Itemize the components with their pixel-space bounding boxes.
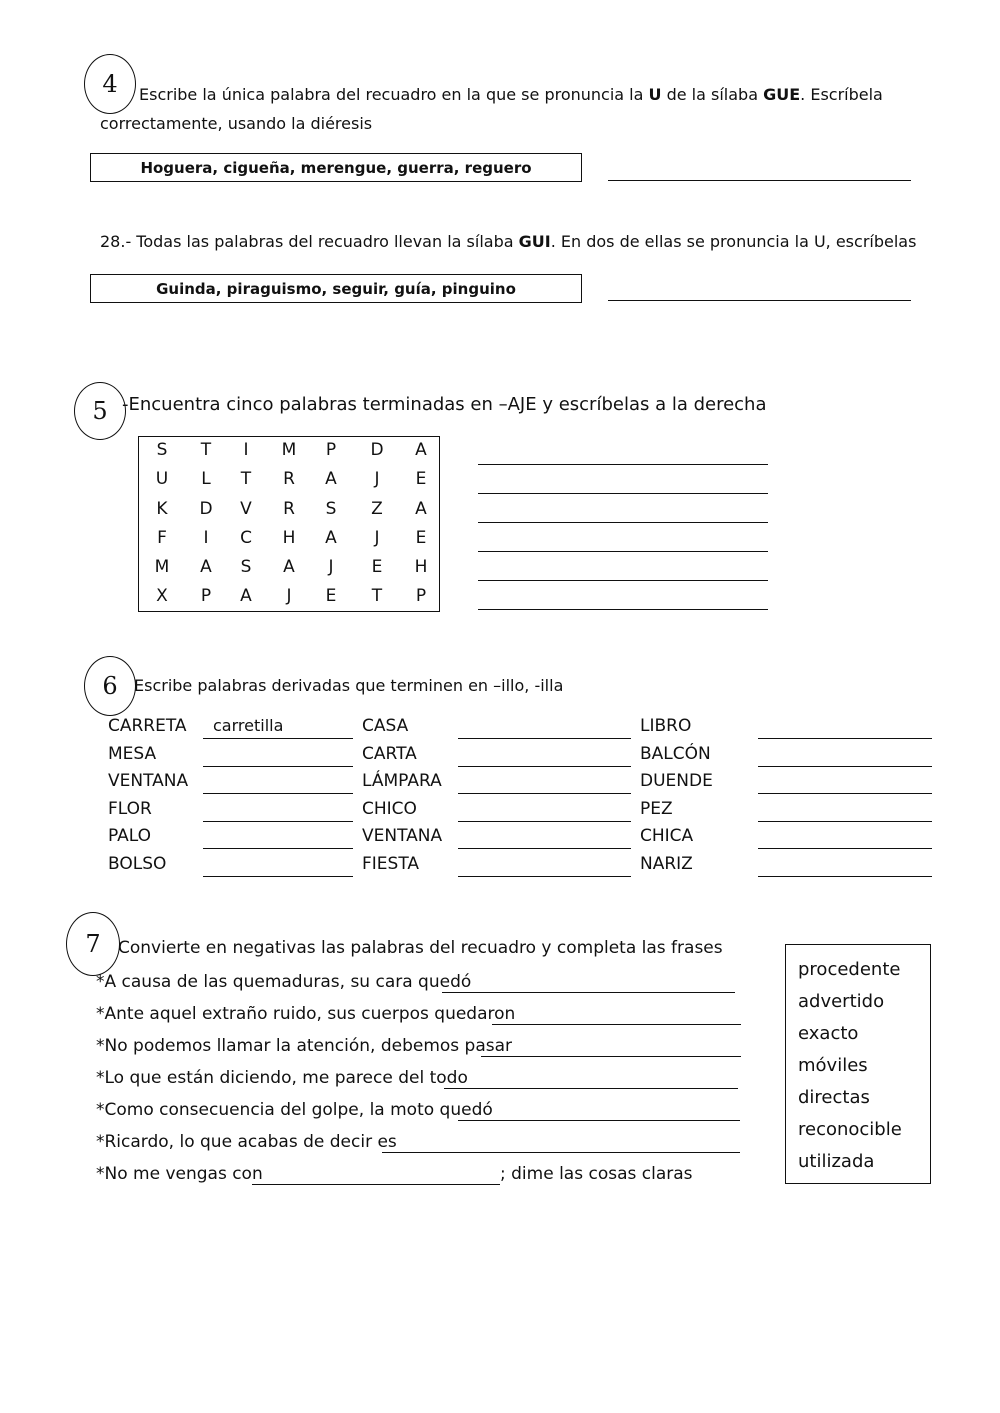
base-word: CHICO bbox=[362, 798, 417, 819]
box-word: directas bbox=[798, 1087, 870, 1108]
grid-letter: D bbox=[199, 499, 213, 519]
grid-letter: T bbox=[371, 586, 383, 606]
exercise-5-answer-line-2[interactable] bbox=[478, 493, 768, 494]
word-search-grid bbox=[138, 436, 440, 612]
base-word: BOLSO bbox=[108, 854, 167, 874]
sentence-answer-line[interactable] bbox=[458, 1120, 740, 1121]
sentence-answer-line[interactable] bbox=[252, 1184, 500, 1185]
grid-letter: P bbox=[415, 586, 427, 606]
grid-letter: H bbox=[282, 528, 296, 548]
grid-letter: S bbox=[240, 557, 252, 577]
grid-letter: U bbox=[155, 469, 169, 489]
derived-word-line[interactable] bbox=[758, 876, 932, 877]
base-word: FIESTA bbox=[362, 854, 420, 874]
exercise-4-word-box: Hoguera, cigueña, merengue, guerra, reguero bbox=[90, 153, 582, 182]
derived-word-line[interactable] bbox=[458, 821, 631, 822]
exercise-7-instruction: Convierte en negativas las palabras del recuadro y completa las frases bbox=[118, 938, 723, 958]
base-word: FLOR bbox=[108, 798, 152, 819]
grid-letter: A bbox=[325, 528, 337, 548]
grid-letter: A bbox=[283, 557, 295, 577]
exercise-4-instruction-line2: correctamente, usando la diéresis bbox=[100, 114, 373, 133]
grid-letter: P bbox=[325, 440, 337, 460]
grid-letter: L bbox=[201, 469, 211, 489]
grid-letter: F bbox=[157, 528, 167, 548]
sentence-answer-line[interactable] bbox=[382, 1152, 740, 1153]
grid-letter: Z bbox=[371, 499, 383, 519]
grid-letter: A bbox=[325, 469, 337, 489]
derived-word-line[interactable] bbox=[203, 793, 353, 794]
base-word: CARRETA bbox=[108, 716, 187, 736]
sentence-answer-line[interactable] bbox=[444, 1088, 738, 1089]
base-word: NARIZ bbox=[640, 854, 693, 874]
grid-letter: M bbox=[281, 440, 297, 460]
derived-word-line[interactable] bbox=[458, 848, 631, 849]
grid-letter: S bbox=[325, 499, 337, 519]
derived-word-line[interactable] bbox=[203, 738, 353, 739]
grid-letter: C bbox=[240, 528, 252, 548]
derived-word-line[interactable] bbox=[458, 738, 631, 739]
sentence: *Ante aquel extraño ruido, sus cuerpos quedaron bbox=[96, 1004, 516, 1024]
box-word: móviles bbox=[798, 1055, 868, 1076]
exercise-5-answer-line-3[interactable] bbox=[478, 522, 768, 523]
grid-letter: K bbox=[156, 499, 168, 519]
grid-letter: H bbox=[414, 557, 428, 577]
box-word: advertido bbox=[798, 991, 885, 1012]
exercise-5-instruction: -Encuentra cinco palabras terminadas en –AJE y escríbelas a la derecha bbox=[122, 394, 767, 415]
grid-letter: V bbox=[240, 499, 252, 519]
grid-letter: E bbox=[325, 586, 337, 606]
grid-letter: E bbox=[371, 557, 383, 577]
exercise-7-number: 7 bbox=[66, 912, 120, 976]
exercise-5-number: 5 bbox=[74, 382, 126, 440]
grid-letter: E bbox=[415, 469, 427, 489]
exercise-4-number: 4 bbox=[84, 54, 136, 114]
exercise-28-instruction: 28.- Todas las palabras del recuadro llevan la sílaba GUI. En dos de ellas se pronuncia la U, escríbelas bbox=[100, 232, 917, 251]
derived-word-line[interactable] bbox=[758, 738, 932, 739]
grid-letter: A bbox=[200, 557, 212, 577]
grid-letter: A bbox=[415, 440, 427, 460]
exercise-6-number: 6 bbox=[84, 656, 136, 716]
grid-letter: E bbox=[415, 528, 427, 548]
exercise-7-word-box bbox=[785, 944, 931, 1184]
box-word: exacto bbox=[798, 1023, 859, 1044]
base-word: CHICA bbox=[640, 826, 694, 847]
box-word: utilizada bbox=[798, 1151, 875, 1172]
derived-word-line[interactable] bbox=[203, 876, 353, 877]
derived-word-line[interactable] bbox=[758, 848, 932, 849]
exercise-28-answer-line[interactable] bbox=[608, 300, 911, 301]
base-word: VENTANA bbox=[108, 771, 189, 792]
sentence: *Lo que están diciendo, me parece del todo bbox=[96, 1068, 468, 1088]
base-word: PALO bbox=[108, 826, 152, 847]
base-word: CARTA bbox=[362, 743, 417, 764]
grid-letter: M bbox=[154, 557, 170, 577]
box-word: procedente bbox=[798, 959, 901, 980]
grid-letter: T bbox=[200, 440, 212, 460]
sentence: *Ricardo, lo que acabas de decir es bbox=[96, 1132, 397, 1152]
exercise-28-word-box: Guinda, piraguismo, seguir, guía, pinguino bbox=[90, 274, 582, 303]
derived-word-line[interactable] bbox=[203, 848, 353, 849]
grid-letter: J bbox=[328, 557, 334, 577]
derived-word-line[interactable] bbox=[758, 793, 932, 794]
box-word: reconocible bbox=[798, 1119, 902, 1140]
grid-letter: J bbox=[374, 469, 380, 489]
exercise-5-answer-line-4[interactable] bbox=[478, 551, 768, 552]
base-word: VENTANA bbox=[362, 826, 443, 847]
grid-letter: S bbox=[156, 440, 168, 460]
derived-word-line[interactable] bbox=[458, 766, 631, 767]
sentence: *No me vengas con bbox=[96, 1164, 263, 1184]
base-word: MESA bbox=[108, 743, 157, 764]
derived-word-line[interactable] bbox=[458, 876, 631, 877]
base-word: LIBRO bbox=[640, 716, 692, 736]
derived-word-line[interactable] bbox=[203, 821, 353, 822]
grid-letter: A bbox=[415, 499, 427, 519]
exercise-5-answer-line-5[interactable] bbox=[478, 580, 768, 581]
exercise-5-answer-line-6[interactable] bbox=[478, 609, 768, 610]
sentence-answer-line[interactable] bbox=[442, 992, 735, 993]
grid-letter: R bbox=[283, 499, 295, 519]
exercise-4-instruction: Escribe la única palabra del recuadro en la que se pronuncia la U de la sílaba GUE. Escríbela bbox=[139, 85, 883, 104]
base-word: LÁMPARA bbox=[362, 771, 442, 792]
base-word: DUENDE bbox=[640, 771, 713, 792]
grid-letter: D bbox=[370, 440, 384, 460]
example-answer: carretilla bbox=[213, 716, 284, 735]
grid-letter: I bbox=[243, 440, 249, 460]
sentence-answer-line[interactable] bbox=[492, 1024, 741, 1025]
grid-letter: J bbox=[286, 586, 292, 606]
grid-letter: X bbox=[156, 586, 168, 606]
grid-letter: P bbox=[200, 586, 212, 606]
sentence: *A causa de las quemaduras, su cara quedó bbox=[96, 972, 472, 992]
grid-letter: T bbox=[240, 469, 252, 489]
exercise-5-answer-line-1[interactable] bbox=[478, 464, 768, 465]
sentence-answer-line[interactable] bbox=[481, 1056, 741, 1057]
grid-letter: I bbox=[203, 528, 209, 548]
sentence: *Como consecuencia del golpe, la moto quedó bbox=[96, 1100, 493, 1120]
derived-word-line[interactable] bbox=[758, 766, 932, 767]
base-word: BALCÓN bbox=[640, 743, 711, 764]
derived-word-line[interactable] bbox=[203, 766, 353, 767]
derived-word-line[interactable] bbox=[758, 821, 932, 822]
base-word: PEZ bbox=[640, 798, 673, 819]
exercise-4-answer-line[interactable] bbox=[608, 180, 911, 181]
exercise-6-instruction: Escribe palabras derivadas que terminen en –illo, -illa bbox=[134, 676, 564, 695]
sentence-tail: ; dime las cosas claras bbox=[500, 1164, 693, 1184]
derived-word-line[interactable] bbox=[458, 793, 631, 794]
grid-letter: R bbox=[283, 469, 295, 489]
base-word: CASA bbox=[362, 716, 409, 736]
grid-letter: J bbox=[374, 528, 380, 548]
grid-letter: A bbox=[240, 586, 252, 606]
sentence: *No podemos llamar la atención, debemos pasar bbox=[96, 1036, 513, 1056]
